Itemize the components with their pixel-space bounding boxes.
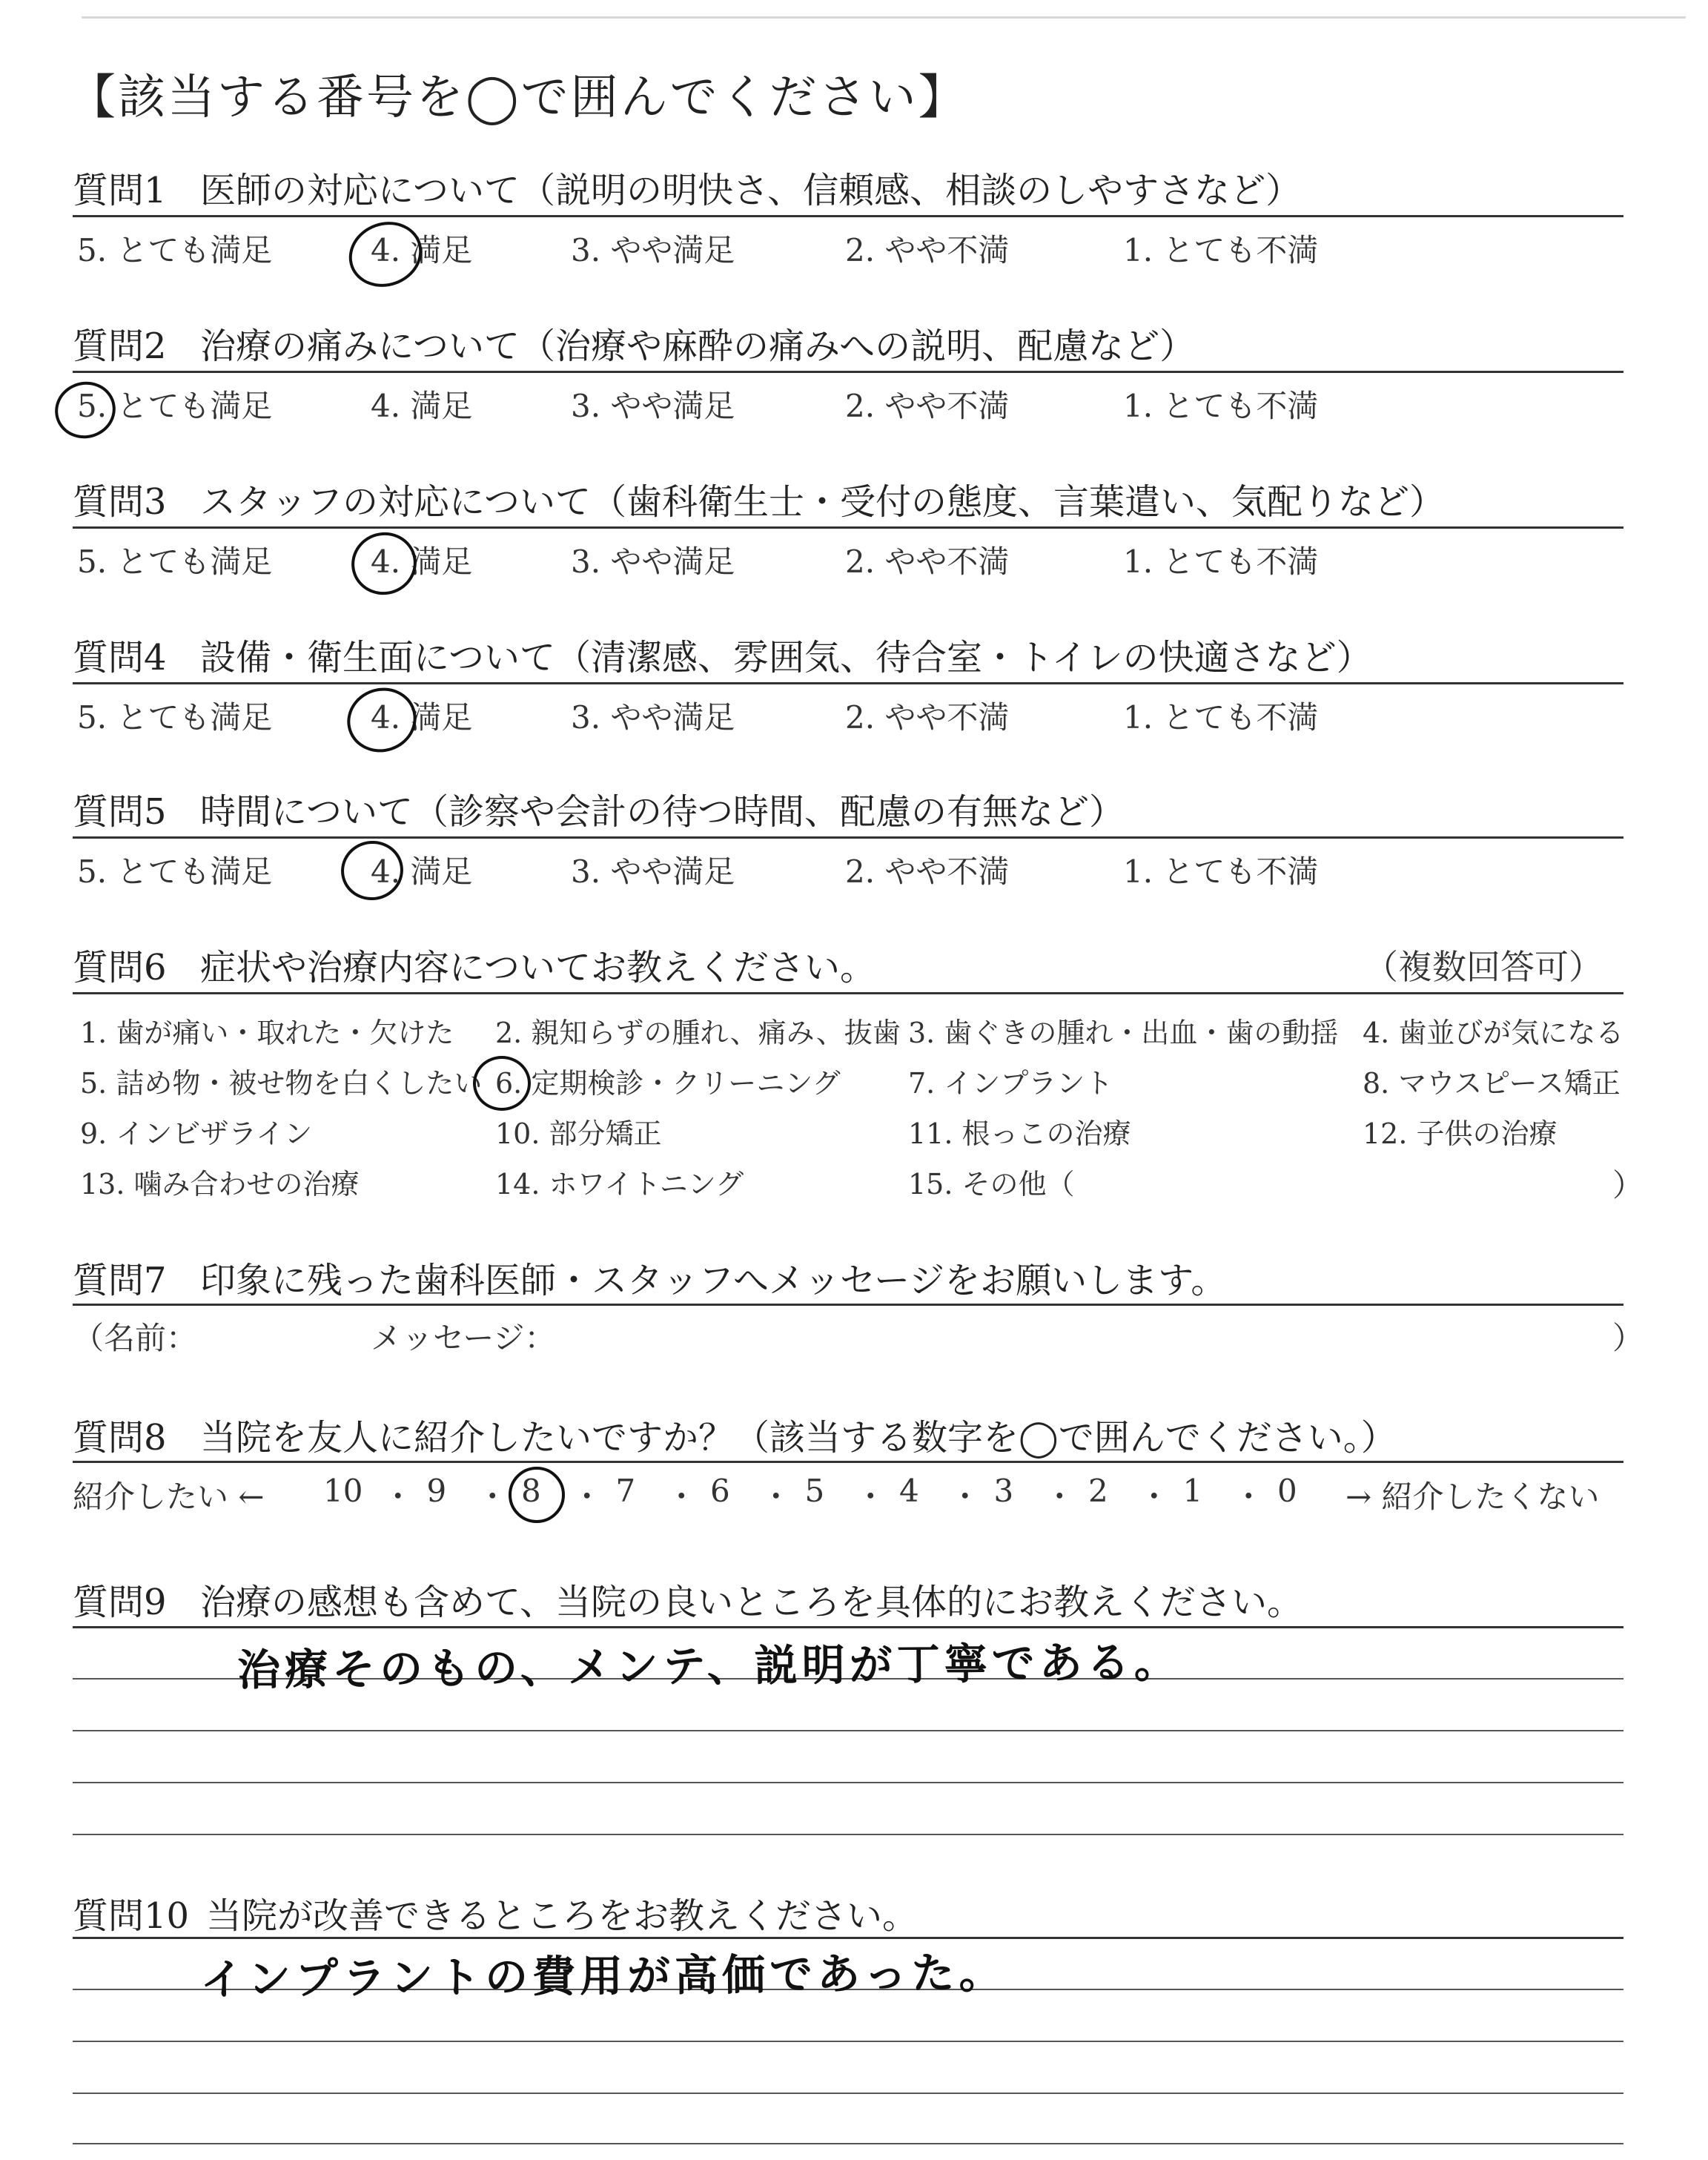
question-9-rule bbox=[73, 1626, 1623, 1628]
q6-option-6[interactable]: 6. 定期検診・クリーニング bbox=[495, 1067, 841, 1100]
q9-line-3 bbox=[73, 1782, 1623, 1783]
q6-option-13[interactable]: 13. 噛み合わせの治療 bbox=[80, 1168, 360, 1200]
q8-scale-3[interactable]: 3 bbox=[993, 1473, 1014, 1509]
q2-option-2[interactable]: 2. やや不満 bbox=[845, 388, 1010, 424]
q8-scale-4[interactable]: 4 bbox=[899, 1473, 919, 1509]
question-10 bbox=[73, 1887, 918, 1938]
question-10-text: 当院が改善できるところをお教えください。 bbox=[206, 1895, 918, 1937]
question-3 bbox=[73, 473, 1445, 524]
q9-line-4 bbox=[73, 1834, 1623, 1835]
q5-option-2[interactable]: 2. やや不満 bbox=[845, 853, 1010, 890]
q6-option-14[interactable]: 14. ホワイトニング bbox=[495, 1168, 744, 1200]
q8-scale-separator: ・ bbox=[571, 1479, 603, 1515]
q8-scale-7[interactable]: 7 bbox=[615, 1473, 636, 1509]
question-6-note: （複数回答可） bbox=[1364, 947, 1603, 987]
q8-scale-8[interactable]: 8 bbox=[521, 1473, 541, 1509]
q8-scale-5[interactable]: 5 bbox=[804, 1473, 825, 1509]
question-3-number: 質問3 bbox=[73, 481, 167, 523]
q10-handwritten-answer[interactable]: インプラントの費用が高価であった。 bbox=[199, 1947, 1007, 2005]
q1-option-3[interactable]: 3. やや満足 bbox=[571, 232, 735, 268]
q6-option-15[interactable]: 15. その他（ bbox=[908, 1168, 1075, 1200]
q4-option-2[interactable]: 2. やや不満 bbox=[845, 699, 1010, 736]
q6-option-7[interactable]: 7. インプラント bbox=[908, 1067, 1113, 1100]
q1-selection-circle bbox=[340, 211, 431, 297]
question-6-rule bbox=[73, 992, 1623, 994]
q8-scale-separator: ・ bbox=[382, 1479, 414, 1515]
q2-option-3[interactable]: 3. やや満足 bbox=[571, 388, 735, 424]
question-9 bbox=[73, 1573, 1302, 1625]
question-6-text: 症状や治療内容についてお教えください。 bbox=[200, 947, 876, 988]
question-8-rule bbox=[73, 1461, 1623, 1463]
q8-right-label: → 紹介したくない bbox=[1345, 1479, 1600, 1515]
q6-selection-circle bbox=[473, 1056, 531, 1111]
q2-option-4[interactable]: 4. 満足 bbox=[371, 388, 473, 424]
q5-selection-circle bbox=[337, 836, 408, 905]
question-2-number: 質問2 bbox=[73, 326, 167, 367]
q1-option-4[interactable]: 4. 満足 bbox=[371, 232, 473, 268]
q6-option-11[interactable]: 11. 根っこの治療 bbox=[908, 1117, 1131, 1150]
q5-option-5[interactable]: 5. とても満足 bbox=[77, 853, 273, 890]
q4-option-4[interactable]: 4. 満足 bbox=[371, 699, 473, 736]
question-4 bbox=[73, 629, 1372, 680]
q2-option-5[interactable]: 5. とても満足 bbox=[77, 388, 273, 424]
q8-scale-10[interactable]: 10 bbox=[323, 1473, 363, 1509]
q7-name-label[interactable]: （名前： bbox=[73, 1320, 198, 1356]
q4-option-1[interactable]: 1. とても不満 bbox=[1123, 699, 1319, 736]
q8-scale-separator: ・ bbox=[855, 1479, 887, 1515]
q8-scale-separator: ・ bbox=[477, 1479, 509, 1515]
form-header: 【該当する番号を◯で囲んでください】 bbox=[68, 70, 968, 125]
question-8-number: 質問8 bbox=[73, 1417, 167, 1459]
question-2-text: 治療の痛みについて（治療や麻酔の痛みへの説明、配慮など） bbox=[200, 326, 1196, 367]
q8-left-label: 紹介したい ← bbox=[73, 1479, 265, 1515]
q8-scale-separator: ・ bbox=[760, 1479, 792, 1515]
q8-scale-1[interactable]: 1 bbox=[1182, 1473, 1203, 1509]
q10-line-2 bbox=[73, 2041, 1623, 2042]
question-5 bbox=[73, 783, 1125, 834]
q6-option-4[interactable]: 4. 歯並びが気になる bbox=[1363, 1017, 1624, 1049]
q1-option-1[interactable]: 1. とても不満 bbox=[1123, 232, 1319, 268]
q8-scale-separator: ・ bbox=[1044, 1479, 1076, 1515]
q6-option-8[interactable]: 8. マウスピース矯正 bbox=[1363, 1067, 1621, 1100]
q6-option-1[interactable]: 1. 歯が痛い・取れた・欠けた bbox=[80, 1017, 454, 1049]
question-3-text: スタッフの対応について（歯科衛生士・受付の態度、言葉遣い、気配りなど） bbox=[200, 481, 1446, 523]
q8-scale-separator: ・ bbox=[666, 1479, 698, 1515]
q2-option-1[interactable]: 1. とても不満 bbox=[1123, 388, 1319, 424]
q9-line-2 bbox=[73, 1730, 1623, 1731]
question-4-number: 質問4 bbox=[73, 637, 167, 678]
question-7-text: 印象に残った歯科医師・スタッフへメッセージをお願いします。 bbox=[200, 1260, 1227, 1301]
top-border bbox=[82, 16, 1686, 19]
q8-scale-separator: ・ bbox=[1138, 1479, 1170, 1515]
question-9-number: 質問9 bbox=[73, 1582, 167, 1623]
q4-option-3[interactable]: 3. やや満足 bbox=[571, 699, 735, 736]
q8-scale-2[interactable]: 2 bbox=[1088, 1473, 1108, 1509]
q5-option-3[interactable]: 3. やや満足 bbox=[571, 853, 735, 890]
q1-option-2[interactable]: 2. やや不満 bbox=[845, 232, 1010, 268]
q3-selection-circle bbox=[345, 525, 424, 602]
q3-option-2[interactable]: 2. やや不満 bbox=[845, 544, 1010, 580]
q6-option-12[interactable]: 12. 子供の治療 bbox=[1363, 1117, 1558, 1150]
q8-selection-circle bbox=[509, 1467, 565, 1523]
question-8-text: 当院を友人に紹介したいですか？（該当する数字を◯で囲んでください。） bbox=[200, 1417, 1397, 1459]
q3-option-4[interactable]: 4. 満足 bbox=[371, 544, 473, 580]
question-5-text: 時間について（診察や会計の待つ時間、配慮の有無など） bbox=[200, 791, 1125, 833]
q3-option-5[interactable]: 5. とても満足 bbox=[77, 544, 273, 580]
q8-scale-0[interactable]: 0 bbox=[1277, 1473, 1297, 1509]
question-7-number: 質問7 bbox=[73, 1260, 167, 1301]
q10-line-3 bbox=[73, 2093, 1623, 2094]
q10-line-4 bbox=[73, 2143, 1623, 2144]
question-5-rule bbox=[73, 836, 1623, 839]
q3-option-3[interactable]: 3. やや満足 bbox=[571, 544, 735, 580]
q6-option-2[interactable]: 2. 親知らずの腫れ、痛み、抜歯 bbox=[495, 1017, 901, 1049]
q6-option-10[interactable]: 10. 部分矯正 bbox=[495, 1117, 662, 1150]
question-10-number: 質問10 bbox=[73, 1895, 190, 1937]
question-6 bbox=[73, 939, 875, 990]
question-4-rule bbox=[73, 682, 1623, 684]
q8-scale-6[interactable]: 6 bbox=[710, 1473, 730, 1509]
question-8 bbox=[73, 1409, 1397, 1460]
q3-option-1[interactable]: 1. とても不満 bbox=[1123, 544, 1319, 580]
q7-message-label[interactable]: メッセージ： bbox=[371, 1320, 556, 1356]
question-4-text: 設備・衛生面について（清潔感、雰囲気、待合室・トイレの快適さなど） bbox=[200, 637, 1372, 678]
q6-option-5[interactable]: 5. 詰め物・被せ物を白くしたい bbox=[80, 1067, 483, 1100]
q4-selection-circle bbox=[339, 679, 425, 762]
q5-option-4[interactable]: 4. 満足 bbox=[371, 853, 473, 890]
q6-option-3[interactable]: 3. 歯ぐきの腫れ・出血・歯の動揺 bbox=[908, 1017, 1339, 1049]
q5-option-1[interactable]: 1. とても不満 bbox=[1123, 853, 1319, 890]
question-2 bbox=[73, 317, 1195, 369]
q8-scale-separator: ・ bbox=[1233, 1479, 1265, 1515]
q8-scale-9[interactable]: 9 bbox=[426, 1473, 447, 1509]
q9-handwritten-answer[interactable]: 治療そのもの、メンテ、説明が丁寧である。 bbox=[236, 1636, 1182, 1696]
q6-option-9[interactable]: 9. インビザライン bbox=[80, 1117, 313, 1150]
question-9-text: 治療の感想も含めて、当院の良いところを具体的にお教えください。 bbox=[200, 1582, 1303, 1623]
question-2-rule bbox=[73, 371, 1623, 373]
question-5-number: 質問5 bbox=[73, 791, 167, 833]
q8-scale-separator: ・ bbox=[949, 1479, 981, 1515]
q7-close-paren: ） bbox=[1612, 1320, 1644, 1356]
q4-option-5[interactable]: 5. とても満足 bbox=[77, 699, 273, 736]
question-1 bbox=[73, 162, 1301, 213]
question-7 bbox=[73, 1252, 1226, 1303]
q1-option-5[interactable]: 5. とても満足 bbox=[77, 232, 273, 268]
question-1-text: 医師の対応について（説明の明快さ、信頼感、相談のしやすさなど） bbox=[200, 170, 1302, 211]
question-3-rule bbox=[73, 526, 1623, 529]
question-7-rule bbox=[73, 1304, 1623, 1306]
question-1-number: 質問1 bbox=[73, 170, 167, 211]
question-6-number: 質問6 bbox=[73, 947, 167, 988]
question-1-rule bbox=[73, 215, 1623, 217]
q6-other-close-paren: ） bbox=[1612, 1167, 1644, 1203]
